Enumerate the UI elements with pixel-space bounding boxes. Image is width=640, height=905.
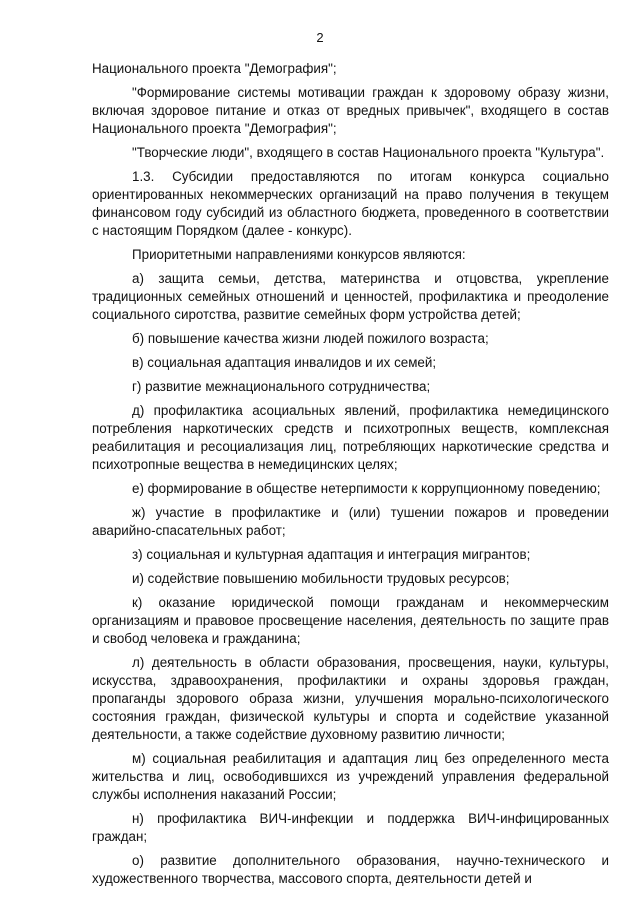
paragraph: "Творческие люди", входящего в состав Национального проекта "Культура". <box>132 145 605 160</box>
paragraph: б) повышение качества жизни людей пожилого возраста; <box>132 331 489 346</box>
paragraph: е) формирование в обществе нетерпимости к коррупционному поведению; <box>132 481 601 496</box>
paragraph: з) социальная и культурная адаптация и интеграция мигрантов; <box>132 547 531 562</box>
paragraph: г) развитие межнационального сотрудничества; <box>132 379 431 394</box>
paragraph: Национального проекта "Демография"; <box>92 61 337 76</box>
paragraph: д) профилактика асоциальных явлений, профилактика немедицинского потребления наркотических средств и психотропных веществ, комплексная реабилитация и ресоциализация лиц, потребляющих наркотические средства и психотропные вещества в немедицинских целях; <box>92 403 609 472</box>
paragraph: к) оказание юридической помощи гражданам и некоммерческим организациям и правовое просвещение населения, деятельность по защите прав и свобод человека и гражданина; <box>92 595 609 646</box>
paragraph: в) социальная адаптация инвалидов и их семей; <box>132 355 437 370</box>
page-number: 2 <box>316 30 324 45</box>
paragraph: ж) участие в профилактике и (или) тушении пожаров и проведении аварийно-спасательных работ; <box>92 505 609 538</box>
paragraph: а) защита семьи, детства, материнства и отцовства, укрепление традиционных семейных отношений и ценностей, профилактика и преодоление социального сиротства, развитие семейных форм устройства детей; <box>92 271 609 322</box>
paragraph: "Формирование системы мотивации граждан к здоровому образу жизни, включая здоровое питание и отказ от вредных привычек", входящего в состав Национального проекта "Демография"; <box>92 85 609 136</box>
paragraph: н) профилактика ВИЧ-инфекции и поддержка ВИЧ-инфицированных граждан; <box>92 811 609 844</box>
paragraph: л) деятельность в области образования, просвещения, науки, культуры, искусства, здравоохранения, профилактики и охраны здоровья граждан, пропаганды здорового образа жизни, улучшения морально-психологического состояния граждан, физической культуры и спорта и содействие указанной деятельности, а также содействие духовному развитию личности; <box>92 655 609 742</box>
paragraph: Приоритетными направлениями конкурсов являются: <box>132 247 466 262</box>
paragraph: 1.3. Субсидии предоставляются по итогам конкурса социально ориентированных некоммерческих организаций на право получения в текущем финансовом году субсидий из областного бюджета, проведенного в соответствии с настоящим Порядком (далее - конкурс). <box>92 169 609 238</box>
document-body <box>92 60 609 894</box>
paragraph: м) социальная реабилитация и адаптация лиц без определенного места жительства и лиц, освободившихся из учреждений управления федеральной службы исполнения наказаний России; <box>92 751 609 802</box>
paragraph: о) развитие дополнительного образования, научно-технического и художественного творчества, массового спорта, деятельности детей и <box>92 853 609 886</box>
paragraph: и) содействие повышению мобильности трудовых ресурсов; <box>132 571 510 586</box>
